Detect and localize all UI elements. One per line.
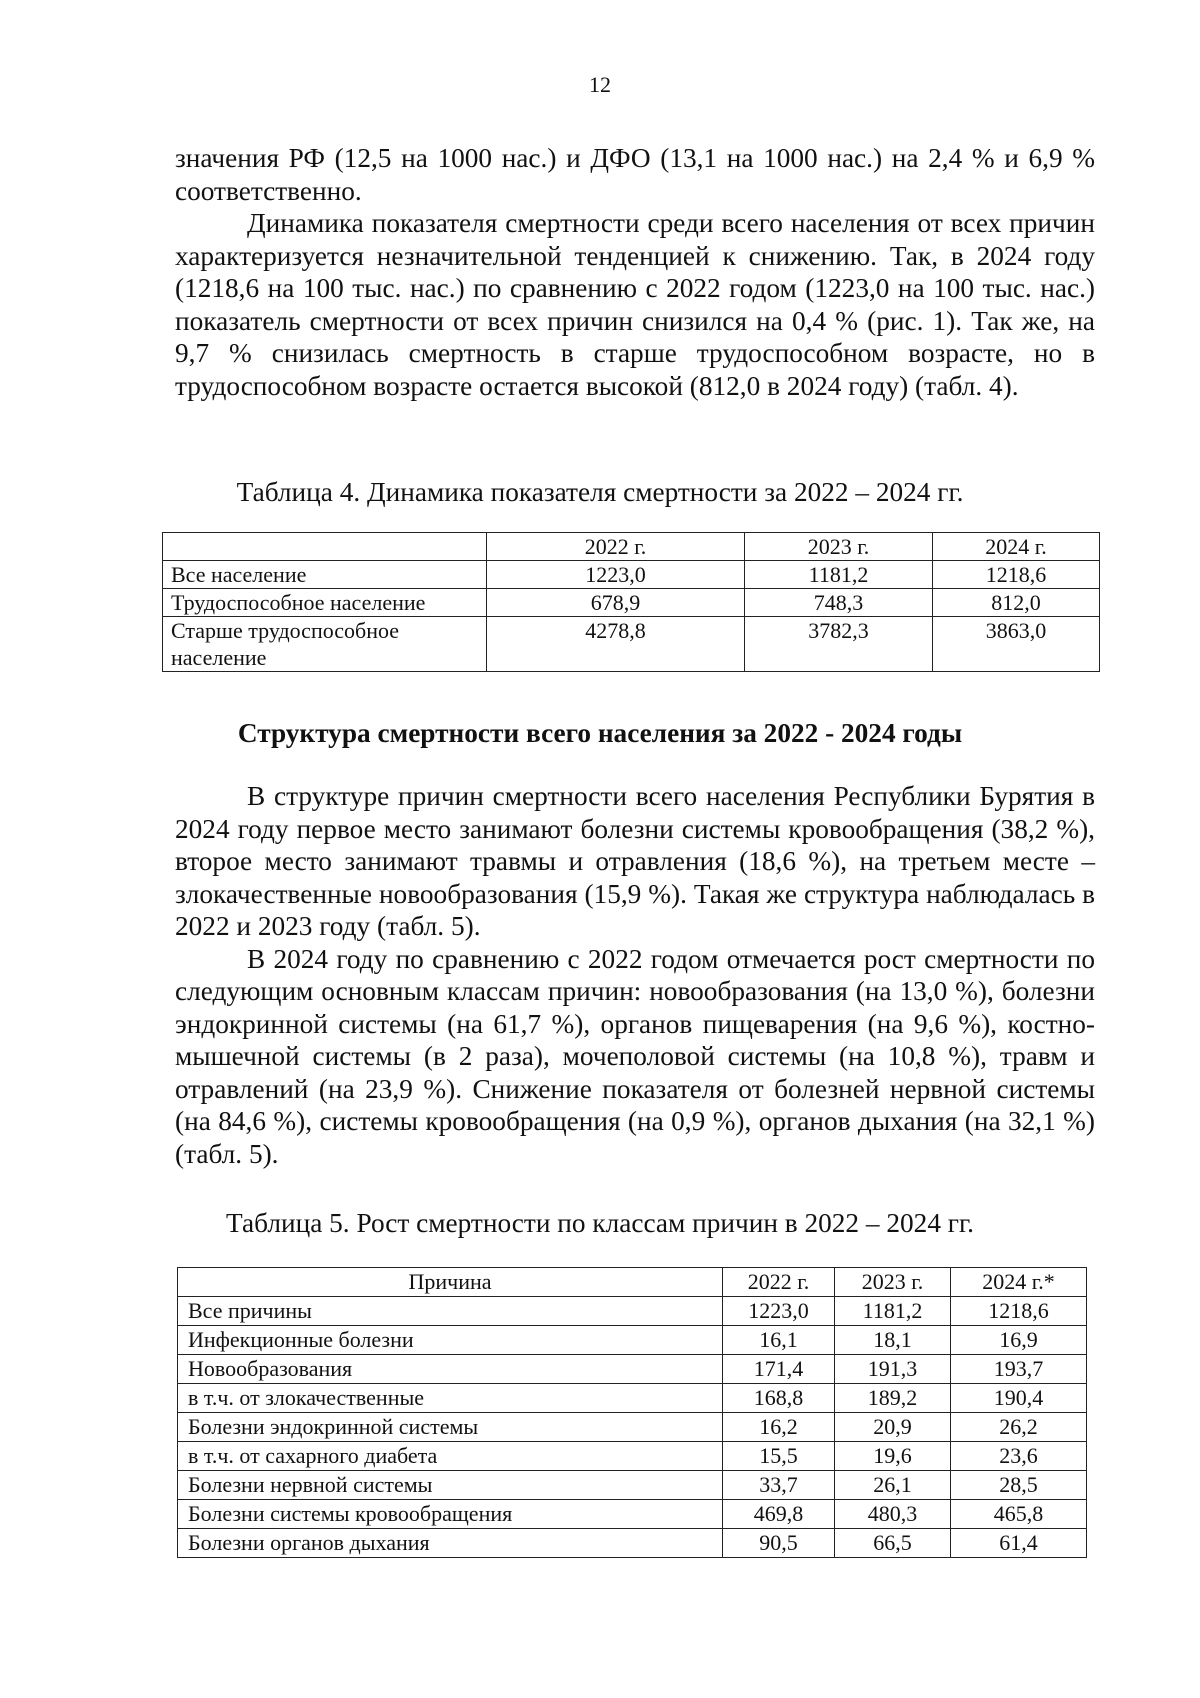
row-label: Все население <box>163 561 487 589</box>
intro-text <box>175 142 1095 402</box>
row-label: Трудоспособное население <box>163 589 487 617</box>
table-cell: 191,3 <box>835 1355 951 1384</box>
table-cell: 812,0 <box>933 589 1100 617</box>
table-header-row <box>178 1268 1087 1297</box>
table4-caption: Таблица 4. Динамика показателя смертности за 2022 – 2024 гг. <box>236 477 964 507</box>
row-label: Болезни эндокринной системы <box>178 1413 723 1442</box>
header-cell: 2022 г. <box>487 533 745 561</box>
table-cell: 16,1 <box>723 1326 835 1355</box>
table-cell: 28,5 <box>951 1471 1087 1500</box>
row-label: Болезни органов дыхания <box>178 1529 723 1558</box>
table-cell: 1181,2 <box>745 561 933 589</box>
table4 <box>162 532 1100 672</box>
page-number: 12 <box>589 72 611 97</box>
table-row <box>163 617 1100 672</box>
table-cell: 26,1 <box>835 1471 951 1500</box>
table-cell: 189,2 <box>835 1384 951 1413</box>
row-label: в т.ч. от сахарного диабета <box>178 1442 723 1471</box>
header-cell: 2024 г. <box>933 533 1100 561</box>
table-cell: 1223,0 <box>487 561 745 589</box>
header-cell: 2023 г. <box>745 533 933 561</box>
row-label: Новообразования <box>178 1355 723 1384</box>
table-cell: 26,2 <box>951 1413 1087 1442</box>
table-cell: 23,6 <box>951 1442 1087 1471</box>
row-label: Болезни нервной системы <box>178 1471 723 1500</box>
table-cell: 4278,8 <box>487 617 745 672</box>
row-label: Старше трудоспособное население <box>163 617 487 672</box>
table-cell: 1223,0 <box>723 1297 835 1326</box>
table5 <box>177 1267 1087 1558</box>
row-label: Инфекционные болезни <box>178 1326 723 1355</box>
row-label: Болезни системы кровообращения <box>178 1500 723 1529</box>
table-row <box>178 1442 1087 1471</box>
table-row <box>178 1529 1087 1558</box>
header-cell <box>163 533 487 561</box>
table-cell: 678,9 <box>487 589 745 617</box>
table-cell: 20,9 <box>835 1413 951 1442</box>
table-row <box>178 1355 1087 1384</box>
table5-caption: Таблица 5. Рост смертности по классам причин в 2022 – 2024 гг. <box>226 1208 974 1238</box>
table-cell: 469,8 <box>723 1500 835 1529</box>
header-cell: 2022 г. <box>723 1268 835 1297</box>
paragraph: Динамика показателя смертности среди всего населения от всех причин характеризуется незначительной тенденцией к снижению. Так, в 2024 году (1218,6 на 100 тыс. нас.) по сравнению с 2022 годом (1223,0 на 100 тыс. нас.) показатель смертности от всех причин снизился на 0,4 % (рис. 1). Так же, на 9,7 % снизилась смертность в старше трудоспособном возрасте, но в трудоспособном возрасте остается высокой (812,0 в 2024 году) (табл. 4). <box>175 208 1095 401</box>
table-cell: 3782,3 <box>745 617 933 672</box>
section-heading: Структура смертности всего населения за 2022 - 2024 годы <box>237 718 963 748</box>
table-cell: 1218,6 <box>951 1297 1087 1326</box>
table-row <box>178 1413 1087 1442</box>
table-cell: 193,7 <box>951 1355 1087 1384</box>
table-cell: 748,3 <box>745 589 933 617</box>
table-row <box>163 561 1100 589</box>
table-header-row <box>163 533 1100 561</box>
table-cell: 16,9 <box>951 1326 1087 1355</box>
table-cell: 3863,0 <box>933 617 1100 672</box>
table-cell: 61,4 <box>951 1529 1087 1558</box>
table-row <box>178 1326 1087 1355</box>
table-cell: 171,4 <box>723 1355 835 1384</box>
table-cell: 15,5 <box>723 1442 835 1471</box>
row-label: в т.ч. от злокачественные <box>178 1384 723 1413</box>
header-cell: 2023 г. <box>835 1268 951 1297</box>
table-cell: 19,6 <box>835 1442 951 1471</box>
table-row <box>178 1384 1087 1413</box>
table-cell: 1181,2 <box>835 1297 951 1326</box>
table-cell: 90,5 <box>723 1529 835 1558</box>
header-cell: 2024 г.* <box>951 1268 1087 1297</box>
table-cell: 465,8 <box>951 1500 1087 1529</box>
table-cell: 1218,6 <box>933 561 1100 589</box>
section-text <box>175 780 1095 1170</box>
paragraph: В 2024 году по сравнению с 2022 годом отмечается рост смертности по следующим основным классам причин: новообразования (на 13,0 %), болезни эндокринной системы (на 61,7 %), органов пищеварения (на 9,6 %), костно-мышечной системы (в 2 раза), мочеполовой системы (на 10,8 %), травм и отравлений (на 23,9 %). Снижение показателя от болезней нервной системы (на 84,6 %), системы кровообращения (на 0,9 %), органов дыхания (на 32,1 %) (табл. 5). <box>175 943 1095 1169</box>
paragraph: значения РФ (12,5 на 1000 нас.) и ДФО (13,1 на 1000 нас.) на 2,4 % и 6,9 % соответственно. <box>175 143 1095 206</box>
table-cell: 33,7 <box>723 1471 835 1500</box>
table-cell: 480,3 <box>835 1500 951 1529</box>
table-row <box>178 1500 1087 1529</box>
table-cell: 16,2 <box>723 1413 835 1442</box>
table-row <box>178 1297 1087 1326</box>
table-cell: 18,1 <box>835 1326 951 1355</box>
paragraph: В структуре причин смертности всего населения Республики Бурятия в 2024 году первое место занимают болезни системы кровообращения (38,2 %), второе место занимают травмы и отравления (18,6 %), на третьем месте – злокачественные новообразования (15,9 %). Такая же структура наблюдалась в 2022 и 2023 году (табл. 5). <box>175 781 1095 941</box>
row-label: Все причины <box>178 1297 723 1326</box>
table-cell: 66,5 <box>835 1529 951 1558</box>
table-row <box>178 1471 1087 1500</box>
table-row <box>163 589 1100 617</box>
table-cell: 190,4 <box>951 1384 1087 1413</box>
header-cell: Причина <box>178 1268 723 1297</box>
table-cell: 168,8 <box>723 1384 835 1413</box>
